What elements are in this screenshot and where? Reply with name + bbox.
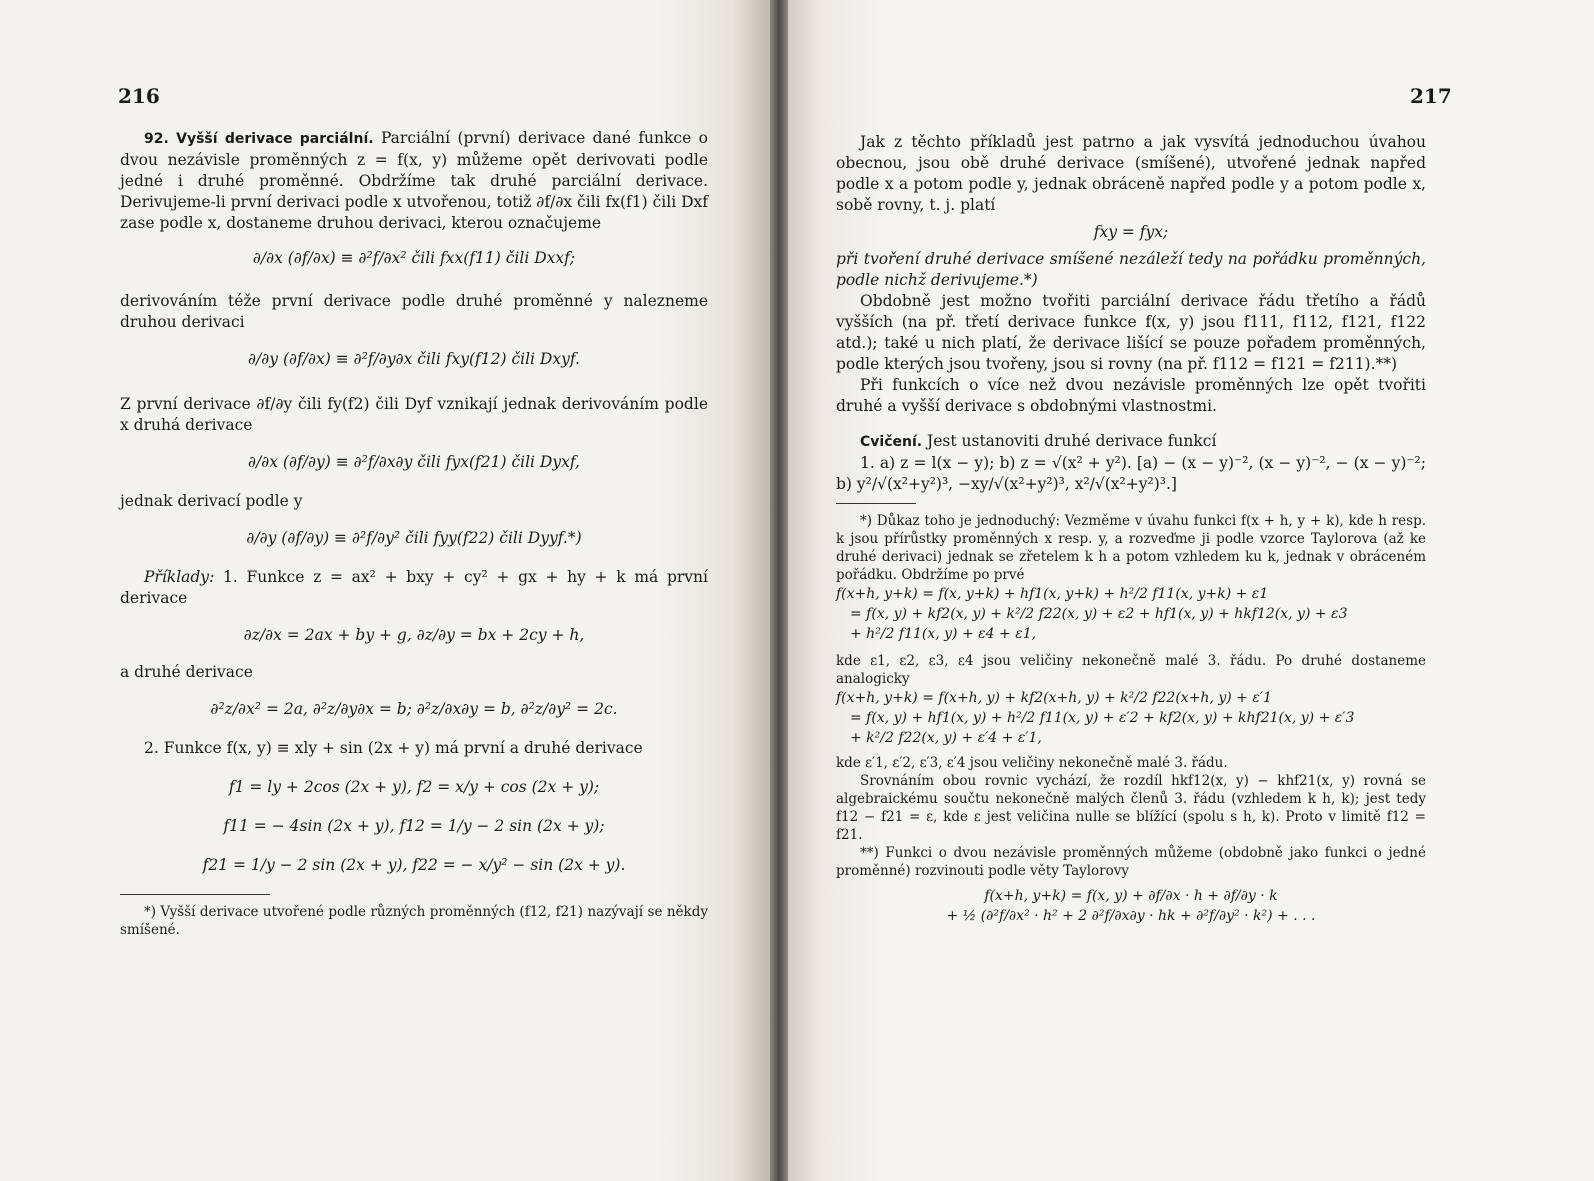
italic-rule: při tvoření druhé derivace smíšené nezáleží tedy na pořádku proměnných, podle nichž derivujeme.*) [836,250,1426,289]
footnote-equation: = f(x, y) + kf2(x, y) + k²/2 f22(x, y) + ε2 + hf1(x, y) + hkf12(x, y) + ε3 [850,606,1348,622]
equation-fyx: ∂/∂x (∂f/∂y) ≡ ∂²f/∂x∂y čili fyx(f21) čili Dyxf, [248,453,580,471]
footnote-rule [836,503,916,504]
right-text-column [836,132,1426,926]
footnote-equation: + k²/2 f22(x, y) + ε′4 + ε′1, [850,730,1042,746]
paragraph: Z první derivace ∂f/∂y čili fy(f2) čili Dyf vznikají jednak derivováním podle x druhá derivace [120,395,708,434]
footnote-text: kde ε1, ε2, ε3, ε4 jsou veličiny nekonečně malé 3. řádu. Po druhé dostaneme analogicky [836,653,1426,687]
footnote-text: Srovnáním obou rovnic vychází, že rozdíl hkf12(x, y) − khf21(x, y) rovná se algebraickému součtu nekonečně malých členů 3. řádu (vzhledem k h, k); jest tedy f12 − f21 = ε, kde ε jest veličina nulle se blížící (spolu s h, k). Proto v limitě f12 = f21. [836,773,1426,843]
footnote-equation: = f(x, y) + hf1(x, y) + h²/2 f11(x, y) + ε′2 + kf2(x, y) + khf21(x, y) + ε′3 [850,710,1355,726]
equation-fxx: ∂/∂x (∂f/∂x) ≡ ∂²f/∂x² čili fxx(f11) čili Dxxf; [252,249,576,267]
exercise-paragraph [836,431,1426,453]
footnote-text: kde ε′1, ε′2, ε′3, ε′4 jsou veličiny nekonečně malé 3. řádu. [836,755,1228,771]
equation-second-derivatives: ∂²z/∂x² = 2a, ∂²z/∂y∂x = b; ∂²z/∂x∂y = b, ∂²z/∂y² = 2c. [210,700,618,718]
equation-f11-f12: f11 = − 4sin (2x + y), f12 = 1/y − 2 sin (2x + y); [223,817,605,835]
paragraph: a druhé derivace [120,663,253,681]
footnote: *) Vyšší derivace utvořené podle různých proměnných (f12, f21) nazývají se někdy smíšené. [120,904,708,938]
examples-label: Příklady: [144,568,215,586]
footnote-equation: f(x+h, y+k) = f(x+h, y) + kf2(x+h, y) + k²/2 f22(x+h, y) + ε′1 [836,690,1272,706]
footnote-equation: f(x+h, y+k) = f(x, y+k) + hf1(x, y+k) + h²/2 f11(x, y+k) + ε1 [836,586,1269,602]
equation-fxy: ∂/∂y (∂f/∂x) ≡ ∂²f/∂y∂x čili fxy(f12) čili Dxyf. [248,350,580,368]
paragraph: derivováním téže první derivace podle druhé proměnné y nalezneme druhou derivaci [120,292,708,331]
paragraph: Obdobně jest možno tvořiti parciální derivace řádu třetího a řádů vyšších (na př. třetí derivace funkce f(x, y) jsou f111, f112, f121, f122 atd.); také u nich platí, že derivace lišící se pouze pořadem proměnných, podle kterých jsou tvořeny, jsou si rovny (na př. f112 = f121 = f211).**) [836,292,1426,373]
example-1: 1. Funkce z = ax² + bxy + cy² + gx + hy + k má první derivace [120,568,708,607]
equation-fyy: ∂/∂y (∂f/∂y) ≡ ∂²f/∂y² čili fyy(f22) čili Dyyf.*) [246,529,582,547]
page-number: 217 [1410,84,1452,108]
taylor-equation: + ½ (∂²f/∂x² · h² + 2 ∂²f/∂x∂y · hk + ∂²f/∂y² · k²) + . . . [946,908,1316,924]
footnote-1: *) Důkaz toho je jednoduchý: Vezměme v úvahu funkci f(x + h, y + k), kde h resp. k jsou přírůstky proměnných x resp. y, a rozveďme ji podle vzorce Taylorova (až ke druhé derivaci) jednak se zřetelem k h a potom vzhledem ku k, jednak v obráceném pořádku. Obdržíme po prvé [836,513,1426,583]
equation-f21-f22: f21 = 1/y − 2 sin (2x + y), f22 = − x/y² − sin (2x + y). [202,856,626,874]
intro-text: Parciální (první) derivace dané funkce o dvou nezávisle proměnných z = f(x, y) můžeme opět derivovati podle jedné i druhé proměnné. Obdržíme tak druhé parciální derivace. Derivujeme-li první derivaci podle x utvořenou, totiž ∂f/∂x čili fx(f1) čili Dxf zase podle x, dostaneme druhou derivaci, kterou označujeme [120,129,709,232]
page-number: 216 [118,84,160,108]
exercise-heading: Cvičení. [860,434,923,450]
paragraph: jednak derivací podle y [120,492,303,510]
equation-f1-f2: f1 = ly + 2cos (2x + y), f2 = x/y + cos (2x + y); [228,778,600,796]
section-heading: 92. Vyšší derivace parciální. [144,131,374,147]
example-2: 2. Funkce f(x, y) ≡ xly + sin (2x + y) má první a druhé derivace [144,739,643,757]
left-page [0,0,770,1181]
footnote-2: **) Funkci o dvou nezávisle proměnných můžeme (obdobně jako funkci o jedné proměnné) rozvinouti podle věty Taylorovy [836,845,1426,879]
book-gutter [770,0,788,1181]
equation-symmetry: fxy = fyx; [1093,223,1169,241]
exercise-text: Jest ustanoviti druhé derivace funkcí [927,432,1217,450]
right-page [788,0,1594,1181]
intro-paragraph [120,128,708,234]
footnote-rule [120,894,270,895]
exercise-1: 1. a) z = l(x − y); b) z = √(x² + y²). [a) − (x − y)⁻², (x − y)⁻², − (x − y)⁻²; b) y²/√(x²+y²)³, −xy/√(x²+y²)³, x²/√(x²+y²)³.] [836,454,1426,493]
paragraph: Při funkcích o více než dvou nezávisle proměnných lze opět tvořiti druhé a vyšší derivace s obdobnými vlastnostmi. [836,376,1426,415]
equation-first-derivatives: ∂z/∂x = 2ax + by + g, ∂z/∂y = bx + 2cy + h, [243,626,585,644]
paragraph: Jak z těchto příkladů jest patrno a jak vysvítá jednoduchou úvahou obecnou, jsou obě druhé derivace (smíšené), utvořené jednak napřed podle x a potom podle y, jednak obráceně napřed podle y a potom podle x, sobě rovny, t. j. platí [836,133,1426,214]
left-text-column [120,128,708,939]
taylor-equation: f(x+h, y+k) = f(x, y) + ∂f/∂x · h + ∂f/∂y · k [984,888,1278,904]
examples-paragraph [120,567,708,609]
footnote-equation: + h²/2 f11(x, y) + ε4 + ε1, [850,626,1037,642]
